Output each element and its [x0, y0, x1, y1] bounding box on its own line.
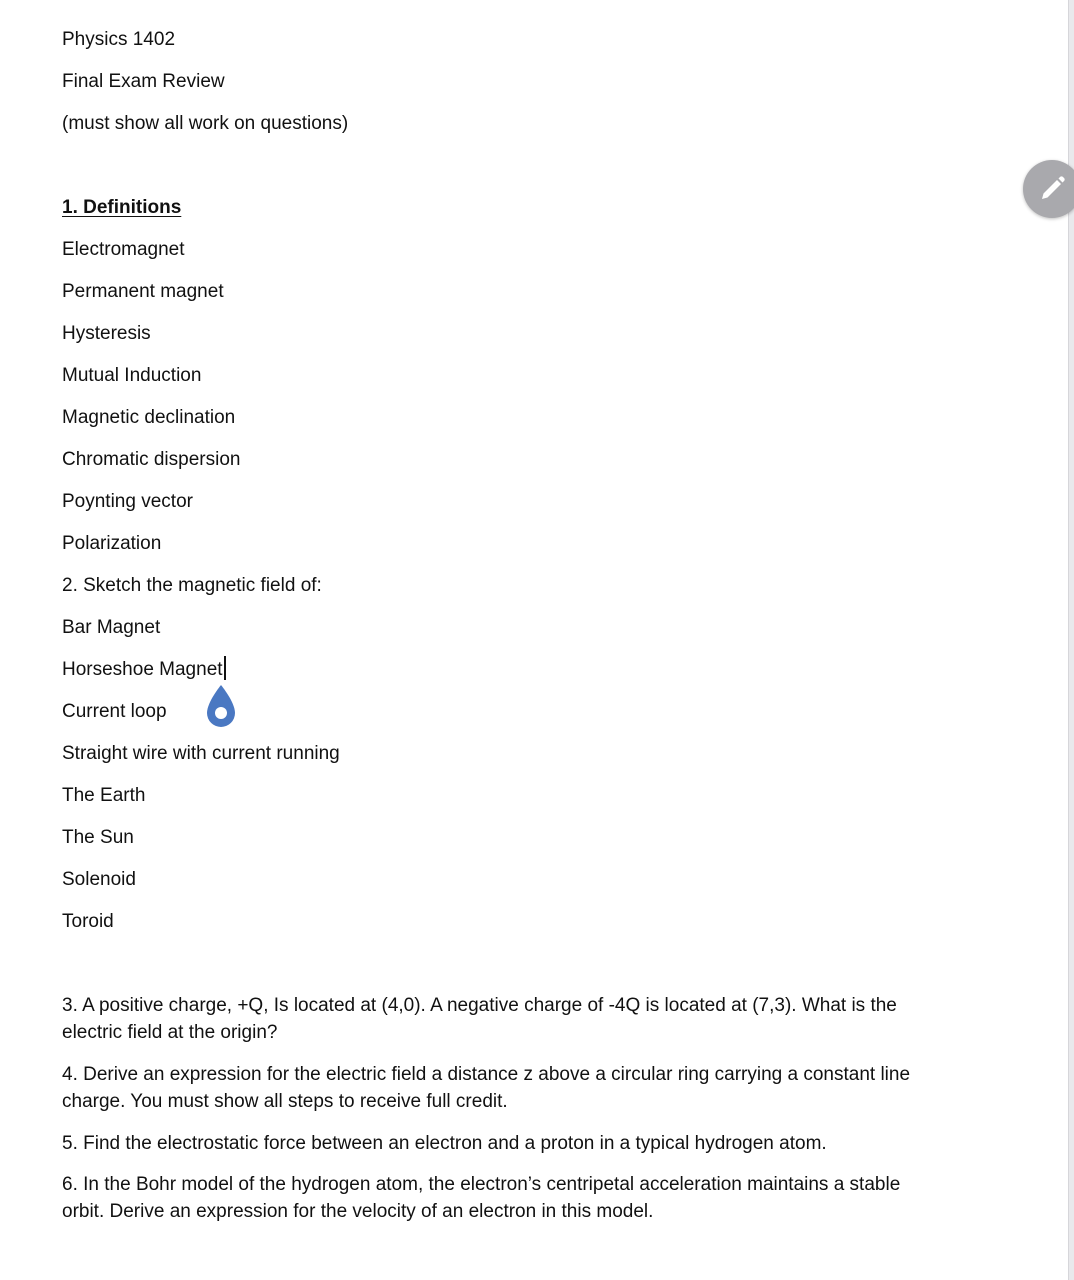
course-title: Physics 1402 — [62, 29, 176, 50]
definition-item: Chromatic dispersion — [62, 449, 241, 470]
question-3: 3. A positive charge, +Q, Is located at (4,0). A negative charge of -4Q is located at (7,3). What is the electric field at the origin? — [62, 995, 897, 1043]
sketch-item: Toroid — [62, 911, 114, 932]
sketch-heading: 2. Sketch the magnetic field of: — [62, 575, 322, 596]
definition-item: Hysteresis — [62, 323, 151, 344]
question-6: 6. In the Bohr model of the hydrogen atom, the electron’s centripetal acceleration maintains a stable orbit. Derive an expression for the velocity of an electron in this model. — [62, 1174, 901, 1222]
definition-item: Magnetic declination — [62, 407, 236, 428]
document-title: Final Exam Review — [62, 71, 225, 92]
definition-item: Mutual Induction — [62, 365, 202, 386]
sketch-item: Horseshoe Magnet — [62, 659, 223, 680]
text-caret — [224, 656, 226, 680]
sketch-item: Straight wire with current running — [62, 743, 340, 764]
text-cursor-handle-icon[interactable] — [205, 684, 237, 730]
edit-button[interactable] — [1023, 160, 1074, 218]
definition-item: Electromagnet — [62, 239, 185, 260]
sketch-item: Solenoid — [62, 869, 136, 890]
sketch-item-with-cursor — [62, 656, 226, 683]
definition-item: Poynting vector — [62, 491, 193, 512]
sketch-item: Bar Magnet — [62, 617, 161, 638]
definition-item: Permanent magnet — [62, 281, 224, 302]
instructions-note: (must show all work on questions) — [62, 113, 349, 134]
sketch-item: The Earth — [62, 785, 146, 806]
question-5: 5. Find the electrostatic force between an electron and a proton in a typical hydrogen atom. — [62, 1133, 827, 1154]
pencil-icon — [1037, 174, 1067, 204]
sketch-item: Current loop — [62, 701, 167, 722]
definition-item: Polarization — [62, 533, 162, 554]
definitions-heading: 1. Definitions — [62, 197, 182, 218]
sketch-item: The Sun — [62, 827, 134, 848]
question-4: 4. Derive an expression for the electric field a distance z above a circular ring carrying a constant line charge. You must show all steps to receive full credit. — [62, 1064, 911, 1112]
